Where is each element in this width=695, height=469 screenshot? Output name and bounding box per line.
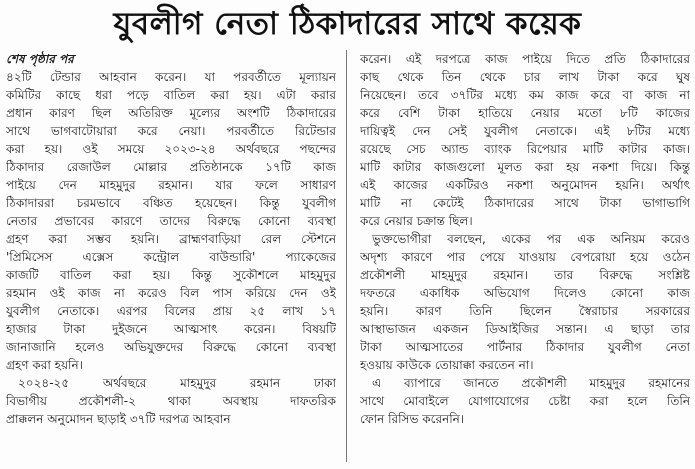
text-line: করে নেয়ার চক্রান্ত ছিল। bbox=[360, 214, 473, 228]
text-line: গ্রহণ করা হয়নি। bbox=[6, 358, 83, 372]
article-paragraph bbox=[360, 230, 690, 374]
text-line: ভুক্তভোগীরা বলছেন, একের পর এক অনিয়ম করেও bbox=[372, 232, 690, 246]
left-column bbox=[6, 50, 336, 469]
text-line: প্রকৌশলী মাহমুদুর রহমান। তার বিরুদ্ধে সংশ্লিষ্ট bbox=[360, 268, 690, 282]
right-column-body bbox=[360, 50, 690, 428]
continuation-kicker: শেষ পৃষ্ঠার পর bbox=[6, 52, 74, 66]
text-line: প্রাক্কলন অনুমোদন ছাড়াই ৩৭টি দরপত্র আহবান bbox=[6, 412, 231, 426]
text-line: ঠিকাদার রেজাউল মোল্লার প্রতিষ্ঠানকে ১৭টি কাজ bbox=[6, 160, 336, 174]
text-line: হওয়ায় কাউকে তোয়াক্কা করতেন না। bbox=[360, 358, 534, 372]
text-line: টাকা আত্মসাতের পার্টনার ঠিকাদার যুবলীগ নেতা bbox=[360, 340, 690, 354]
text-line: কাছ থেকে তিন থেকে চার লাখ টাকা করে ঘুষ bbox=[360, 70, 690, 84]
right-column bbox=[360, 50, 690, 469]
text-line: 'প্রিমিসেস এক্সেস কন্ট্রোল বাউন্ডারি' প্যাকেজের bbox=[6, 250, 336, 264]
text-line: করেন। এই দরপত্রে কাজ পাইয়ে দিতে প্রতি ঠিকাদারের bbox=[360, 52, 690, 66]
text-line: ঠিকাদাররা চরমভাবে বঞ্চিত হয়েছেন। কিন্তু যুবলীগ bbox=[6, 196, 336, 210]
text-line: প্রধান কারণ ছিল অতিরিক্ত মূল্যের অংশটি ঠিকাদারের bbox=[6, 106, 336, 120]
text-line: দফতরে একাধিক অভিযোগ দিলেও কোনো কাজ bbox=[360, 286, 690, 300]
text-line: কাজটি বাতিল করা হয়। কিন্তু সুকৌশলে মাহমুদুর bbox=[6, 268, 336, 282]
text-line: সাথে মোবাইলে যোগাযোগের চেষ্টা করা হলে তিনি bbox=[360, 394, 690, 408]
text-line: এ ব্যাপারে জানতে প্রকৌশলী মাহমুদুর রহমানের bbox=[372, 376, 690, 390]
left-column-body bbox=[6, 68, 336, 428]
text-line: ২০২৪-২৫ অর্থবছরে মাহমুদুর রহমান ঢাকা bbox=[18, 376, 336, 390]
text-line: ৪২টি টেন্ডার আহবান করেন। যা পরবর্তীতে মূল্যায়ন bbox=[6, 70, 336, 84]
text-line: বিভাগীয় প্রকৌশলী-২ থাকা অবস্থায় দাফতরিক bbox=[6, 394, 336, 408]
article-paragraph bbox=[360, 50, 690, 230]
text-line: দায়িত্বই দেন সেই যুবলীগ নেতাকে। এই ৮টির মধ্যে bbox=[360, 124, 690, 138]
text-line: এই কাজের একটিরও নকশা অনুমোদন হয়নি। অর্থাৎ bbox=[360, 178, 690, 192]
text-line: মাটি না কেটেই ঠিকাদারের সাথে টাকা ভাগাভাগি bbox=[360, 196, 690, 210]
text-line: গ্রহণ করা সম্ভব হয়নি। ব্রাহ্মণবাড়িয়া রেল স্টেশনে bbox=[6, 232, 336, 246]
text-line: করে বেশি টাকা হাতিয়ে নেয়ার মতো ৮টি কাজের bbox=[360, 106, 690, 120]
text-line: করা হয়। ওই সময়ে ২০২৩-২৪ অর্থবছরে পছন্দের bbox=[6, 142, 336, 156]
text-line: কমিটির কাছে ধরা পড়ে বাতিল করা হয়। এটা করার bbox=[6, 88, 336, 102]
column-divider bbox=[346, 50, 347, 462]
text-line: রয়েছে সেচ অ্যান্ড ব্যাংক রিপেয়ার মাটি কাটার কাজ। bbox=[360, 142, 690, 156]
text-line: মাটি কাটার কাজগুলো মূলত করা হয় নকশা দিয়ে। কিন্তু bbox=[360, 160, 690, 174]
text-line: নিয়েছেন। তবে ৩৭টির মধ্যে কম কাজ করে বা কাজ না bbox=[360, 88, 690, 102]
text-line: পাইয়ে দেন মাহমুদুর রহমান। যার ফলে সাধারণ bbox=[6, 178, 336, 192]
headline: যুবলীগ নেতা ঠিকাদারের সাথে কয়েক bbox=[113, 6, 582, 42]
text-line: যুবলীগ নেতাকে। এরপর বিলের প্রায় ২৫ লাখ ১৭ bbox=[6, 304, 336, 318]
text-line: হাজার টাকা দুইজনে আত্মসাৎ করেন। বিষয়টি bbox=[6, 322, 336, 336]
text-line: সাথে ভাগবাটোয়ারা করে নেয়া। পরবর্তীতে রিটেন্ডার bbox=[6, 124, 336, 138]
text-line: অদৃশ্য কারণে পার পেয়ে যাওয়ায় বেপরোয়া হয়ে ওঠেন bbox=[360, 250, 690, 264]
text-line: হয়নি। কারণ তিনি ছিলেন স্বৈরাচার সরকারের bbox=[360, 304, 690, 318]
text-line: জানাজানি হলেও অভিযুক্তদের বিরুদ্ধে কোনো ব্যবস্থা bbox=[6, 340, 336, 354]
text-line: নেতার প্রভাবের কারণে তাদের বিরুদ্ধে কোনো ব্যবস্থা bbox=[6, 214, 336, 228]
text-line: আস্থাভাজন একজন ডিআইজির সন্তান। এ ছাড়া তার bbox=[360, 322, 690, 336]
article-paragraph bbox=[360, 374, 690, 428]
text-line: ফোন রিসিভ করেননি। bbox=[360, 412, 465, 426]
article-paragraph bbox=[6, 68, 336, 374]
text-line: রহমান ওই কাজ না করেও বিল পাস করিয়ে দেন ওই bbox=[6, 286, 336, 300]
article-paragraph bbox=[6, 374, 336, 428]
